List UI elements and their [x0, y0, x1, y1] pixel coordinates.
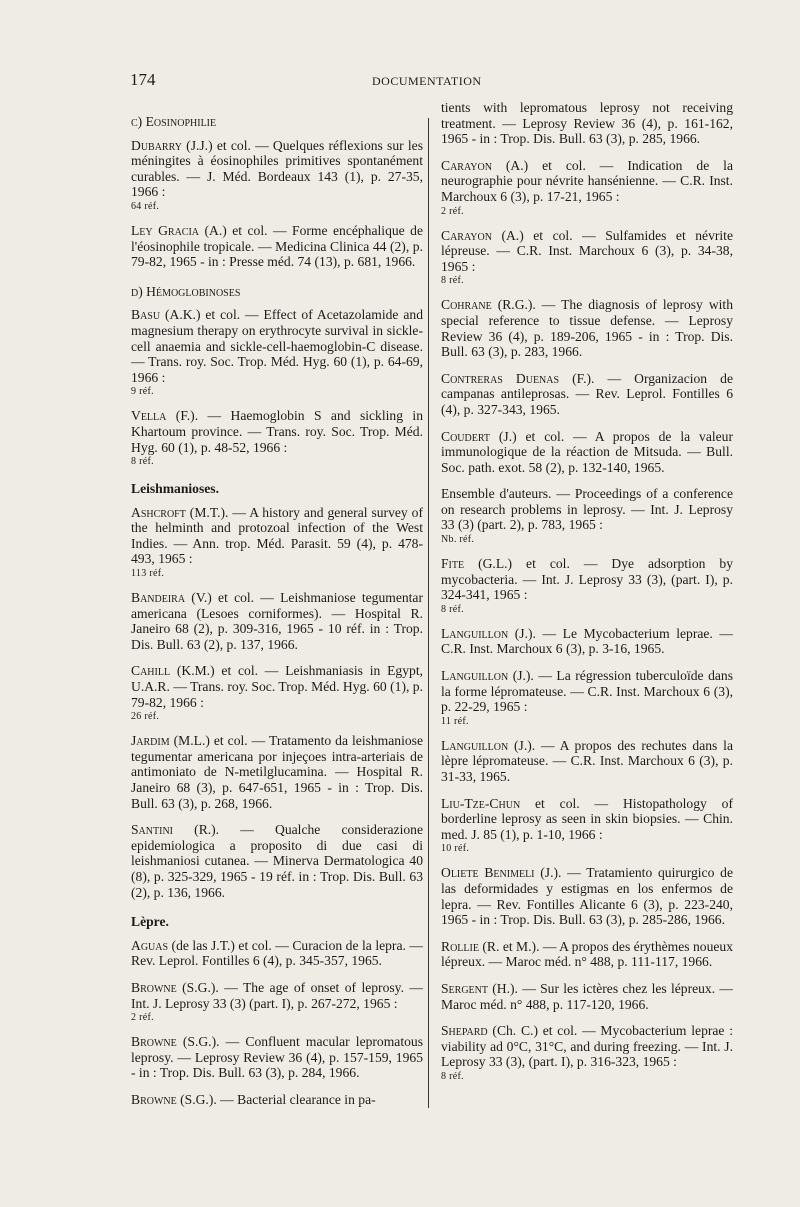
entry-author: Contreras Duenas	[441, 370, 560, 386]
entry-body: (R.G.). — The diagnosis of leprosy with special reference to tissue defense. — Leprosy Review 36 (4), p. 189-206, 1965 - in : Trop. Dis. Bull. 63 (3), p. 283, 1966.	[441, 297, 733, 360]
entry-body: (R. et M.). — A propos des érythèmes noueux lépreux. — Maroc méd. n° 488, p. 111-117, 1966.	[441, 938, 733, 970]
bibliography-entry	[131, 307, 423, 397]
entry-body: (J.). — La régression tuberculoïde dans la forme lépromateuse. — C.R. Inst. Marchoux 6 (3), p. 22-29, 1965 :	[441, 668, 733, 715]
entry-author: Browne	[131, 1034, 177, 1050]
entry-author: Coudert	[441, 428, 491, 444]
entry-body: (S.G.). — Bacterial clearance in pa-	[176, 1091, 376, 1107]
entry-body: (S.G.). — The age of onset of leprosy. — Int. J. Leprosy 33 (3) (part. I), p. 267-272, 1965 :	[131, 979, 423, 1011]
entry-refs: 11 réf.	[441, 715, 469, 727]
entry-author: Santini	[131, 822, 173, 838]
entry-body: (J.). — Le Mycobacterium leprae. — C.R. Inst. Marchoux 6 (3), p. 3-16, 1965.	[441, 625, 733, 657]
bibliography-entry	[441, 626, 733, 657]
entry-author: Vella	[131, 408, 167, 424]
entry-body: (de las J.T.) et col. — Curacion de la lepra. — Rev. Leprol. Fontilles 6 (4), p. 345-357, 1965.	[131, 937, 423, 969]
entry-refs: 26 réf.	[131, 711, 160, 723]
entry-author: Shepard	[441, 1023, 488, 1039]
entry-author: Browne	[131, 979, 177, 995]
entry-body: (F.). — Organizacion de campanas antileprosas. — Rev. Leprol. Fontilles 6 (4), p. 327-343, 1965.	[441, 370, 733, 417]
bibliography-entry	[131, 980, 423, 1023]
entry-author: Languillon	[441, 625, 509, 641]
entry-body: (H.). — Sur les ictères chez les lépreux. — Maroc méd. n° 488, p. 117-120, 1966.	[441, 980, 733, 1012]
entry-body: (A.K.) et col. — Effect of Acetazolamide and magnesium therapy on erythrocyte survival in sickle-cell anaemia and sickle-cell-haemoglobin-C disease. — Trans. roy. Soc. Trop. Méd. Hyg. 60 (1), p. 64-69, 1966 :	[131, 307, 423, 385]
bibliography-entry	[131, 138, 423, 212]
section-heading-hemoglobinoses: d) Hémoglobinoses	[131, 283, 241, 299]
entry-body: (Ch. C.) et col. — Mycobacterium leprae : viability ad 0°C, 31°C, and during freezing. — Int. J. Leprosy 33 (3), (part. I), p. 316-323, 1965 :	[441, 1023, 733, 1070]
entry-author: Ashcroft	[131, 504, 186, 520]
bibliography-entry	[441, 556, 733, 615]
entry-body: et col. — Histopathology of borderline leprosy as seen in skin biopsies. — Chin. med. J. 85 (1), p. 1-10, 1966 :	[441, 795, 733, 842]
right-column	[441, 100, 733, 1093]
entry-author: Sergent	[441, 980, 488, 996]
entry-author: Basu	[131, 307, 161, 323]
bibliography-entry	[441, 939, 733, 970]
page-number: 174	[130, 70, 156, 89]
bibliography-entry-continued	[441, 100, 733, 147]
entry-author: Languillon	[441, 737, 509, 753]
entry-author: Cohrane	[441, 297, 492, 313]
entry-body: (M.T.). — A history and general survey of the helminth and protozoal infection of the West Indies. — Ann. trop. Méd. Parasit. 59 (4), p. 478-493, 1965 :	[131, 504, 423, 567]
entry-refs: 10 réf.	[441, 843, 470, 855]
entry-author: Carayon	[441, 157, 492, 173]
bibliography-entry	[441, 981, 733, 1012]
entry-author: Languillon	[441, 668, 509, 684]
entry-body: (A.) et col. — Indication de la neurographie pour névrite hansénienne. — C.R. Inst. Marchoux 6 (3), p. 17-21, 1965 :	[441, 157, 733, 204]
bibliography-entry	[131, 590, 423, 652]
entry-author: Oliete Benimeli	[441, 865, 535, 881]
bibliography-entry	[441, 796, 733, 855]
entry-body: (A.) et col. — Sulfamides et névrite lépreuse. — C.R. Inst. Marchoux 6 (3), p. 34-38, 1965 :	[441, 227, 733, 274]
bibliography-entry	[131, 663, 423, 722]
entry-body: (V.) et col. — Leishmaniose tegumentar americana (Lesoes corniformes). — Hospital R. Janeiro 68 (2), p. 309-316, 1965 - 10 réf. in : Trop. Dis. Bull. 63 (2), p. 137, 1966.	[131, 590, 423, 652]
entry-author: Bandeira	[131, 590, 186, 606]
entry-refs: 2 réf.	[441, 205, 464, 217]
entry-author: Ley Gracia	[131, 222, 200, 238]
entry-body: tients with lepromatous leprosy not receiving treatment. — Leprosy Review 36 (4), p. 161-162, 1965 - in : Trop. Dis. Bull. 63 (3), p. 285, 1966.	[441, 100, 733, 147]
entry-author: Rollie	[441, 938, 479, 954]
entry-refs: 2 réf.	[131, 1012, 154, 1024]
section-heading-leishmanioses: Leishmanioses.	[131, 481, 219, 497]
entry-body: (J.). — A propos des rechutes dans la lèpre lépromateuse. — C.R. Inst. Marchoux 6 (3), p. 31-33, 1965.	[441, 737, 733, 784]
bibliography-entry	[441, 486, 733, 545]
bibliography-entry	[131, 1034, 423, 1081]
bibliography-entry	[441, 1023, 733, 1082]
entry-author: Liu-Tze-Chun	[441, 795, 521, 811]
section-heading-eosinophilie: c) Eosinophilie	[131, 114, 217, 129]
bibliography-entry	[441, 429, 733, 476]
entry-author: Fite	[441, 556, 465, 572]
bibliography-entry	[441, 228, 733, 287]
entry-body: (A.) et col. — Forme encéphalique de l'éosinophile tropicale. — Medicina Clinica 44 (2), p. 79-82, 1965 - in : Presse méd. 74 (13), p. 681, 1966.	[131, 222, 423, 270]
entry-refs: 8 réf.	[441, 1070, 464, 1082]
bibliography-entry	[131, 1092, 423, 1108]
entry-body: (J.) et col. — A propos de la valeur immunologique de la réaction de Mitsuda. — Bull. Soc. path. exot. 58 (2), p. 132-140, 1965.	[441, 428, 733, 475]
bibliography-entry	[441, 297, 733, 359]
bibliography-entry	[131, 408, 423, 467]
bibliography-entry	[131, 505, 423, 579]
entry-refs: 8 réf.	[441, 603, 464, 615]
entry-author: Dubarry	[131, 137, 182, 153]
entry-author: Aguas	[131, 937, 169, 953]
entry-body: (M.L.) et col. — Tratamento da leishmaniose tegumentar americana por injeçoes intra-arteriais de antimoniato de N-metilglucamina. — Hospital R. Janeiro 68 (3), p. 647-651, 1965 - in : Trop. Dis. Bull. 63 (3), p. 268, 1966.	[131, 733, 423, 811]
section-heading-lepre: Lèpre.	[131, 914, 169, 930]
bibliography-entry	[131, 733, 423, 811]
bibliography-entry	[441, 865, 733, 927]
entry-refs: Nb. réf.	[441, 534, 475, 546]
entry-body: (F.). — Haemoglobin S and sickling in Khartoum province. — Trans. roy. Soc. Trop. Méd. Hyg. 60 (1), p. 48-52, 1966 :	[131, 408, 423, 455]
entry-author: Jardim	[131, 733, 170, 749]
entry-author: Carayon	[441, 227, 492, 243]
entry-refs: 64 réf.	[131, 200, 160, 212]
column-rule	[428, 118, 429, 1108]
left-column	[131, 112, 423, 1119]
entry-body: (G.L.) et col. — Dye adsorption by mycobacteria. — Int. J. Leprosy 33 (3), (part. I), p. 324-341, 1965 :	[441, 556, 733, 603]
bibliography-entry	[131, 822, 423, 900]
bibliography-entry	[441, 371, 733, 418]
bibliography-entry	[131, 223, 423, 270]
bibliography-entry	[441, 738, 733, 785]
bibliography-entry	[131, 938, 423, 969]
entry-body: (J.J.) et col. — Quelques réflexions sur les méningites à éosinophiles primitives spontanément curables. — J. Méd. Bordeaux 143 (1), p. 27-35, 1966 :	[131, 137, 423, 200]
entry-body: (S.G.). — Confluent macular lepromatous leprosy. — Leprosy Review 36 (4), p. 157-159, 1965 - in : Trop. Dis. Bull. 63 (3), p. 284, 1966.	[131, 1034, 423, 1081]
entry-refs: 8 réf.	[441, 275, 464, 287]
entry-refs: 8 réf.	[131, 456, 154, 468]
bibliography-entry	[441, 158, 733, 217]
entry-body: (K.M.) et col. — Leishmaniasis in Egypt, U.A.R. — Trans. roy. Soc. Trop. Méd. Hyg. 60 (1), p. 79-82, 1966 :	[131, 663, 423, 710]
entry-body: Ensemble d'auteurs. — Proceedings of a conference on research problems in leprosy. — Int. J. Leprosy 33 (3) (part. 2), p. 783, 1965 :	[441, 486, 733, 533]
entry-author: Browne	[131, 1091, 177, 1107]
entry-body: (R.). — Qualche considerazione epidemiologica a proposito di due casi di leishmaniosi cutanea. — Minerva Dermatologica 40 (8), p. 325-329, 1965 - 19 réf. in : Trop. Dis. Bull. 63 (2), p. 136, 1966.	[131, 822, 423, 900]
bibliography-entry	[441, 668, 733, 727]
entry-refs: 9 réf.	[131, 386, 154, 398]
entry-author: Cahill	[131, 663, 171, 679]
entry-refs: 113 réf.	[131, 568, 165, 580]
entry-body: (J.). — Tratamiento quirurgico de las deformidades y estigmas en los enfermos de lepra. — Rev. Fontilles Alicante 6 (3), p. 223-240, 1965 - in : Trop. Dis. Bull. 63 (3), p. 285-286, 1966.	[441, 865, 733, 928]
running-title: DOCUMENTATION	[372, 74, 482, 88]
